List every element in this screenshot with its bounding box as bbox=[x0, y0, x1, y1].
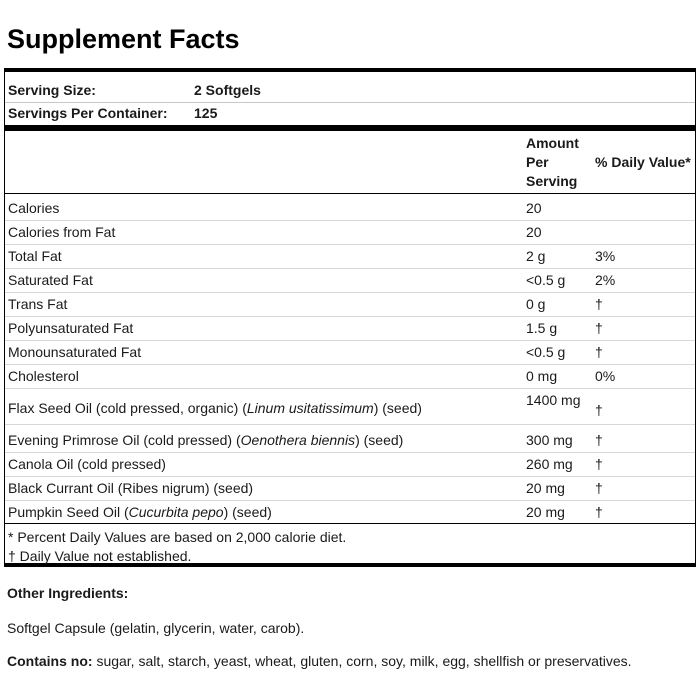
nutrient-row bbox=[5, 480, 695, 502]
row-divider bbox=[5, 424, 695, 425]
nutrient-name: Polyunsaturated Fat bbox=[8, 320, 134, 336]
nutrient-daily-value: † bbox=[595, 320, 603, 336]
servings-per-container-label: Servings Per Container: bbox=[8, 105, 168, 121]
percent-footnote: * Percent Daily Values are based on 2,000 calorie diet. bbox=[8, 529, 347, 545]
row-divider bbox=[5, 500, 695, 501]
nutrient-name: Monounsaturated Fat bbox=[8, 344, 142, 360]
amount-header-line2: Per bbox=[526, 154, 549, 170]
nutrient-amount: <0.5 g bbox=[526, 344, 566, 360]
nutrient-name-prefix: Flax Seed Oil (cold pressed, organic) ( bbox=[8, 400, 247, 416]
nutrient-daily-value: 2% bbox=[595, 272, 616, 288]
nutrient-name: Black Currant Oil (Ribes nigrum) (seed) bbox=[8, 480, 254, 496]
nutrient-row bbox=[5, 432, 695, 454]
nutrient-name: Saturated Fat bbox=[8, 272, 93, 288]
other-ingredients-text: Softgel Capsule (gelatin, glycerin, water, carob). bbox=[7, 620, 305, 636]
nutrient-daily-value: 0% bbox=[595, 368, 616, 384]
nutrient-amount: 260 mg bbox=[526, 456, 573, 472]
row-divider bbox=[5, 340, 695, 341]
nutrient-name-prefix: Evening Primrose Oil (cold pressed) ( bbox=[8, 432, 241, 448]
nutrient-amount: 2 g bbox=[526, 248, 546, 264]
nutrient-name: Calories from Fat bbox=[8, 224, 116, 240]
row-divider bbox=[5, 452, 695, 453]
nutrient-name: Calories bbox=[8, 200, 60, 216]
nutrient-name-prefix: Pumpkin Seed Oil ( bbox=[8, 504, 129, 520]
contains-no-label: Contains no: bbox=[7, 653, 93, 669]
nutrient-name bbox=[8, 432, 403, 448]
contains-no-text: sugar, salt, starch, yeast, wheat, gluten, corn, soy, milk, egg, shellfish or preservatives. bbox=[96, 653, 632, 669]
nutrient-latin-name: Oenothera biennis bbox=[240, 432, 356, 448]
nutrient-row bbox=[5, 272, 695, 294]
nutrient-row bbox=[5, 392, 695, 418]
row-divider bbox=[5, 364, 695, 365]
nutrient-daily-value: † bbox=[595, 456, 603, 472]
nutrient-name: Cholesterol bbox=[8, 368, 79, 384]
nutrient-amount: 20 bbox=[526, 224, 542, 240]
nutrient-name-suffix: ) (seed) bbox=[223, 504, 272, 520]
nutrient-amount: 1.5 g bbox=[526, 320, 558, 336]
nutrient-latin-name: Linum usitatissimum bbox=[246, 400, 374, 416]
nutrient-row bbox=[5, 296, 695, 318]
nutrient-row bbox=[5, 456, 695, 478]
nutrient-name-suffix: ) (seed) bbox=[355, 432, 404, 448]
nutrient-name bbox=[8, 400, 422, 416]
row-divider bbox=[5, 476, 695, 477]
nutrient-row bbox=[5, 320, 695, 342]
nutrient-amount: <0.5 g bbox=[526, 272, 566, 288]
nutrient-name-suffix: ) (seed) bbox=[373, 400, 422, 416]
nutrient-row bbox=[5, 368, 695, 390]
nutrient-row bbox=[5, 224, 695, 246]
nutrient-daily-value: † bbox=[595, 402, 603, 418]
supplement-facts-panel bbox=[4, 68, 696, 567]
nutrient-latin-name: Cucurbita pepo bbox=[128, 504, 224, 520]
daily-value-header: % Daily Value* bbox=[595, 154, 691, 170]
nutrient-daily-value: † bbox=[595, 504, 603, 520]
nutrient-daily-value: † bbox=[595, 480, 603, 496]
nutrient-row bbox=[5, 248, 695, 270]
other-ingredients-label: Other Ingredients: bbox=[7, 585, 129, 601]
column-header-divider bbox=[5, 193, 695, 194]
row-divider bbox=[5, 268, 695, 269]
nutrient-amount: 0 g bbox=[526, 296, 546, 312]
nutrient-amount: 20 mg bbox=[526, 480, 565, 496]
contains-no-line bbox=[7, 653, 632, 669]
nutrient-amount: 20 bbox=[526, 200, 542, 216]
amount-header-line1: Amount bbox=[526, 135, 579, 151]
row-divider bbox=[5, 292, 695, 293]
row-divider bbox=[5, 316, 695, 317]
footnote-divider bbox=[5, 523, 695, 524]
serving-size-label: Serving Size: bbox=[8, 82, 96, 98]
nutrient-name: Trans Fat bbox=[8, 296, 68, 312]
nutrient-daily-value: 3% bbox=[595, 248, 616, 264]
nutrient-daily-value: † bbox=[595, 432, 603, 448]
row-divider bbox=[5, 220, 695, 221]
row-divider bbox=[5, 244, 695, 245]
serving-size-value: 2 Softgels bbox=[194, 82, 261, 98]
amount-per-serving-header bbox=[526, 134, 579, 191]
nutrient-row bbox=[5, 200, 695, 222]
nutrient-name: Total Fat bbox=[8, 248, 62, 264]
servings-per-container-value: 125 bbox=[194, 105, 218, 121]
nutrient-row bbox=[5, 344, 695, 366]
nutrient-name bbox=[8, 504, 272, 520]
nutrient-amount: 1400 mg bbox=[526, 392, 581, 408]
page-title: Supplement Facts bbox=[7, 24, 240, 54]
serving-divider bbox=[5, 102, 695, 103]
nutrient-amount: 300 mg bbox=[526, 432, 573, 448]
nutrient-daily-value: † bbox=[595, 344, 603, 360]
nutrient-amount: 0 mg bbox=[526, 368, 558, 384]
row-divider bbox=[5, 388, 695, 389]
nutrient-name: Canola Oil (cold pressed) bbox=[8, 456, 166, 472]
amount-header-line3: Serving bbox=[526, 173, 578, 189]
header-thick-divider bbox=[5, 125, 695, 131]
nutrient-daily-value: † bbox=[595, 296, 603, 312]
dagger-footnote: † Daily Value not established. bbox=[8, 548, 192, 564]
nutrient-amount: 20 mg bbox=[526, 504, 565, 520]
